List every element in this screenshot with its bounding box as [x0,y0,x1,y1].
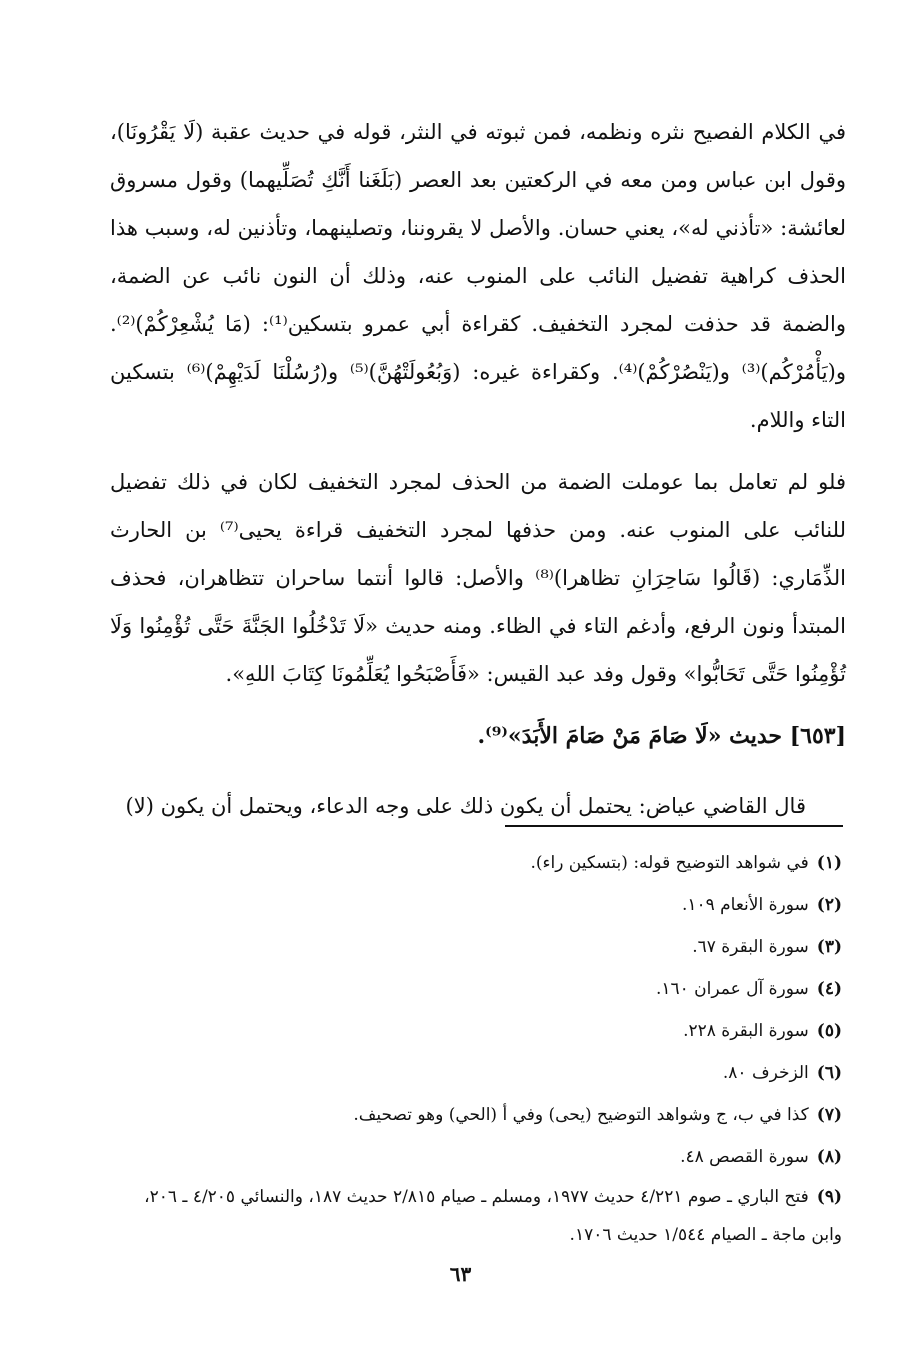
footnote-number: (٦) [816,1063,842,1083]
footnote-number: (٤) [816,979,842,999]
footnote-text: سورة البقرة ٦٧. [692,937,809,957]
hadith-label: حديث [729,723,783,749]
footnote-7 [110,1094,846,1136]
hadith-number: [٦٥٣] [789,723,846,749]
footnotes [110,842,846,1254]
paragraph-2: فلو لم تعامل بما عوملت الضمة من الحذف لمجرد التخفيف لكان في ذلك تفضيل للنائب على المنوب عنه. ومن حذفها لمجرد التخفيف قراءة يحيى⁽⁷⁾ بن الحارث الذِّمَاري: (قَالُوا سَاحِرَانِ تظاهرا)⁽⁸⁾ والأصل: قالوا أنتما ساحران تتظاهران، فحذف المبتدأ ونون الرفع، وأدغم التاء في الظاء. ومنه حديث «لَا تَدْخُلُوا الجَنَّةَ حَتَّى تُؤْمِنُوا وَلَا تُؤْمِنُوا حَتَّى تَحَابُّوا» وقول وفد عبد القيس: «فَأَصْبَحُوا يُعَلِّمُونَا كِتَابَ اللهِ». [110,470,846,686]
hadith-heading [110,712,846,760]
page-number: ٦٣ [449,1262,472,1286]
footnote-number: (١) [816,853,842,873]
footnote-text: فتح الباري ـ صوم ٤/٢٢١ حديث ١٩٧٧، ومسلم ـ صيام ٢/٨١٥ حديث ١٨٧، والنسائي ٤/٢٠٥ ـ ٢٠٦، وابن ماجة ـ الصيام ١/٥٤٤ حديث ١٧٠٦. [144,1187,842,1245]
footnote-number: (٧) [816,1105,842,1125]
footnote-1 [110,842,846,884]
hadith-text: «لَا صَامَ مَنْ صَامَ الأَبَدَ»⁽⁹⁾. [477,723,722,749]
footnote-8 [110,1136,846,1178]
main-text [110,108,846,830]
footnote-number: (٨) [816,1147,842,1167]
paragraph-3: قال القاضي عياض: يحتمل أن يكون ذلك على وجه الدعاء، ويحتمل أن يكون (لا) [125,794,806,818]
footnote-text: سورة القصص ٤٨. [680,1147,809,1167]
footnote-9 [110,1178,846,1254]
footnote-2 [110,884,846,926]
paragraph-1: في الكلام الفصيح نثره ونظمه، فمن ثبوته في النثر، قوله في حديث عقبة (لَا يَقْرُونَا)، وقول ابن عباس ومن معه في الركعتين بعد العصر (بَلَغَنا أَنَّكِ تُصَلِّيهما) وقول مسروق لعائشة: «تأذني له»، يعني حسان. والأصل لا يقروننا، وتصلينهما، وتأذنين له، وسبب هذا الحذف كراهية تفضيل النائب على المنوب عنه، وذلك أن النون نائب عن الضمة، والضمة قد حذفت لمجرد التخفيف. كقراءة أبي عمرو بتسكين⁽¹⁾: (مَا يُشْعِرْكُمْ)⁽²⁾. و(يَأْمُرْكُم)⁽³⁾ و(يَنْصُرْكُمْ)⁽⁴⁾. وكقراءة غيره: (وَبُعُولَتْهُنَّ)⁽⁵⁾ و(رُسُلْنَا لَدَيْهِمْ)⁽⁶⁾ بتسكين التاء واللام. [110,120,847,432]
footnote-text: كذا في ب، ج وشواهد التوضيح (يحى) وفي أ (الحي) وهو تصحيف. [353,1105,809,1125]
footnote-4 [110,968,846,1010]
footnote-number: (٩) [816,1187,842,1207]
footnote-5 [110,1010,846,1052]
footnote-3 [110,926,846,968]
footnote-number: (٣) [816,937,842,957]
footnote-6 [110,1052,846,1094]
footnote-number: (٢) [816,895,842,915]
footnote-text: الزخرف ٨٠. [722,1063,809,1083]
footnote-divider [505,825,843,827]
footnote-number: (٥) [816,1021,842,1041]
footnote-text: سورة الأنعام ١٠٩. [681,895,809,915]
footnote-text: في شواهد التوضيح قوله: (بتسكين راء). [530,853,809,873]
footnote-text: سورة البقرة ٢٢٨. [683,1021,809,1041]
footnote-text: سورة آل عمران ١٦٠. [655,979,809,999]
